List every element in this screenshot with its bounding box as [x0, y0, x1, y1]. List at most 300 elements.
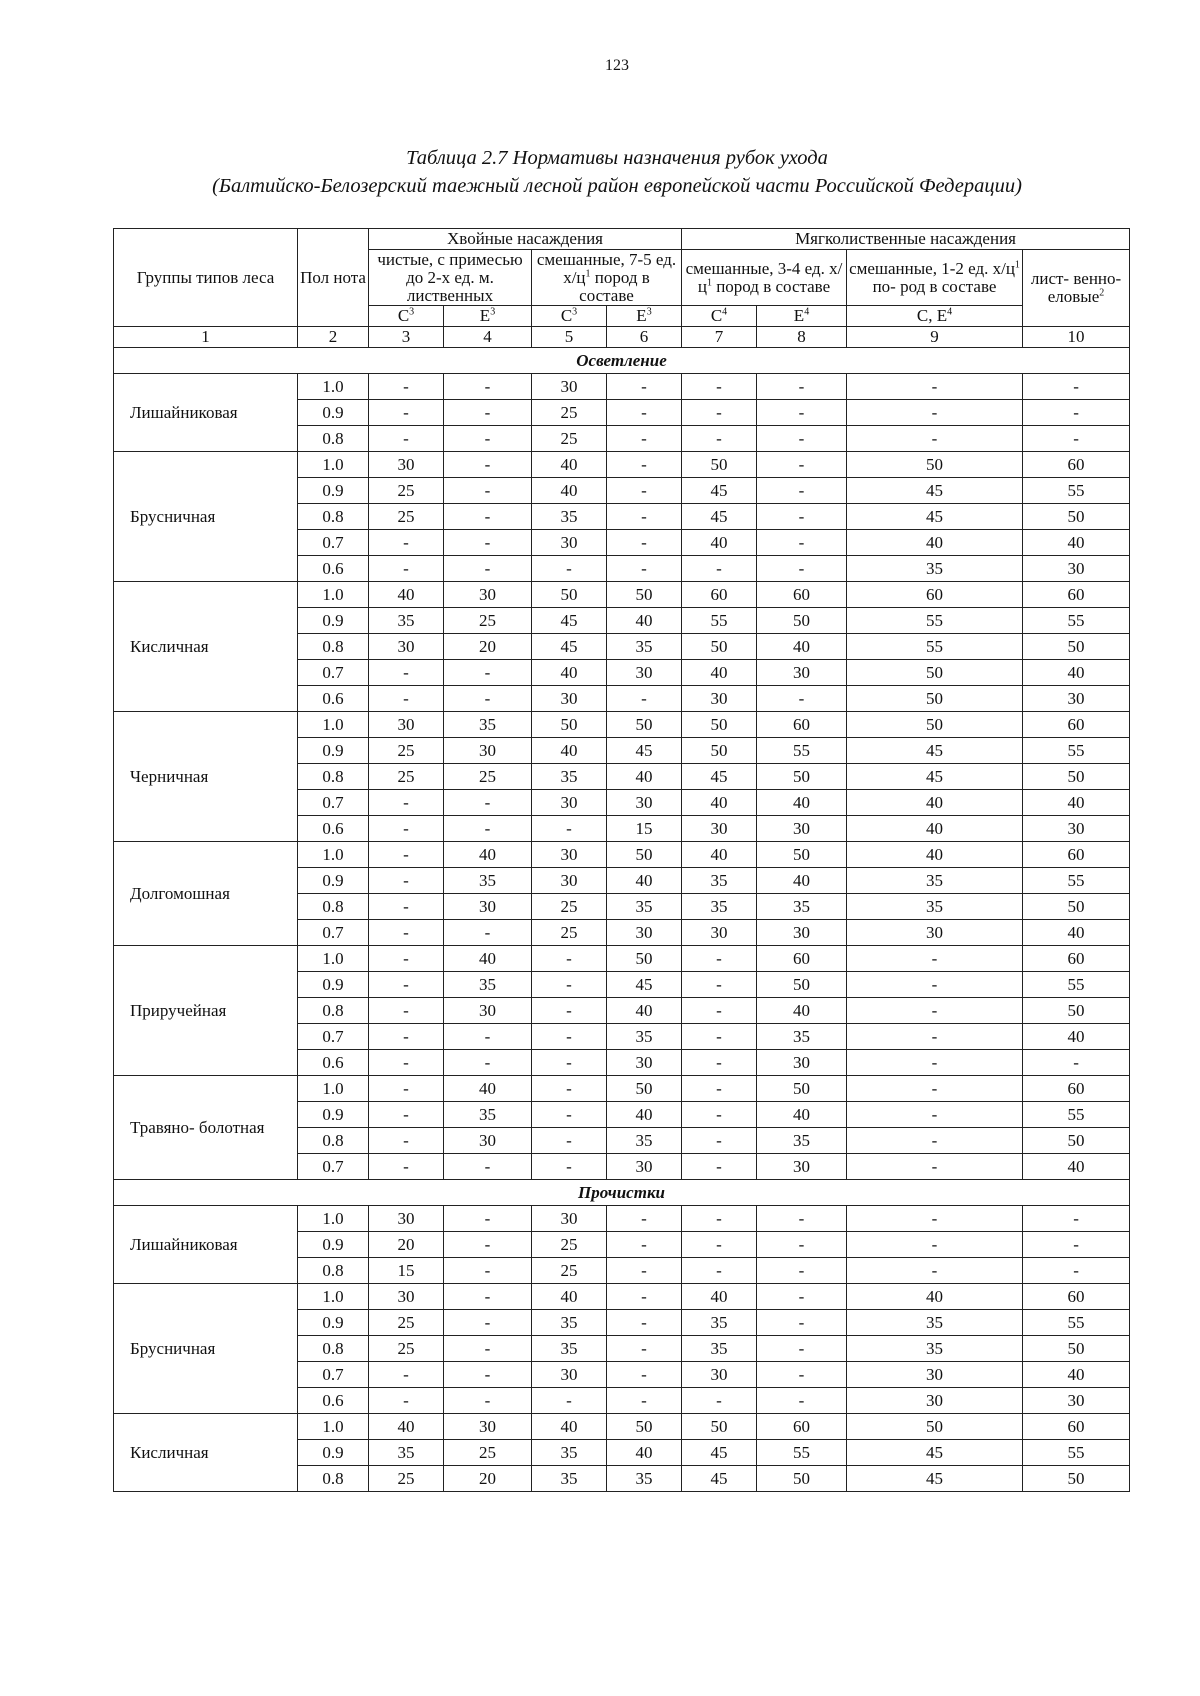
value-cell: 50	[607, 1414, 682, 1440]
value-cell: -	[369, 972, 444, 998]
table-row	[114, 1284, 1130, 1310]
value-cell: -	[444, 1206, 532, 1232]
value-cell: -	[757, 1258, 847, 1284]
value-cell: -	[444, 504, 532, 530]
density-cell: 1.0	[298, 374, 369, 400]
value-cell: -	[369, 790, 444, 816]
value-cell: -	[682, 1388, 757, 1414]
value-cell: 30	[532, 790, 607, 816]
value-cell: 35	[682, 1336, 757, 1362]
value-cell: -	[532, 1102, 607, 1128]
value-cell: 50	[607, 946, 682, 972]
value-cell: 40	[607, 608, 682, 634]
value-cell: 55	[1023, 1440, 1130, 1466]
value-cell: 30	[444, 1414, 532, 1440]
value-cell: 30	[444, 998, 532, 1024]
density-cell: 1.0	[298, 1076, 369, 1102]
value-cell: 25	[532, 426, 607, 452]
value-cell: 30	[682, 686, 757, 712]
density-cell: 0.6	[298, 816, 369, 842]
forest-type-group: Брусничная	[114, 452, 298, 582]
value-cell: 55	[757, 1440, 847, 1466]
value-cell: 50	[1023, 998, 1130, 1024]
value-cell: 45	[607, 972, 682, 998]
norms-table	[113, 228, 1130, 1492]
col-number: 6	[607, 327, 682, 348]
value-cell: -	[847, 1258, 1023, 1284]
value-cell: 40	[1023, 920, 1130, 946]
value-cell: 25	[369, 1336, 444, 1362]
value-cell: 40	[444, 842, 532, 868]
value-cell: 25	[444, 764, 532, 790]
value-cell: 30	[1023, 816, 1130, 842]
value-cell: -	[757, 1310, 847, 1336]
value-cell: 15	[369, 1258, 444, 1284]
value-cell: 35	[607, 894, 682, 920]
value-cell: 50	[682, 634, 757, 660]
species-ce4: С, $Е^4$	[847, 306, 1023, 327]
value-cell: -	[444, 556, 532, 582]
col-number: 5	[532, 327, 607, 348]
value-cell: 50	[532, 582, 607, 608]
density-cell: 0.8	[298, 1466, 369, 1492]
value-cell: -	[607, 1258, 682, 1284]
value-cell: 30	[532, 686, 607, 712]
header-column-numbers	[114, 327, 1130, 348]
forest-type-group: Кисличная	[114, 1414, 298, 1492]
value-cell: -	[757, 1206, 847, 1232]
value-cell: 35	[444, 712, 532, 738]
value-cell: 30	[1023, 686, 1130, 712]
density-cell: 0.7	[298, 790, 369, 816]
value-cell: -	[444, 686, 532, 712]
value-cell: 30	[444, 582, 532, 608]
value-cell: 40	[532, 660, 607, 686]
value-cell: 25	[532, 400, 607, 426]
density-cell: 0.7	[298, 1362, 369, 1388]
density-cell: 0.7	[298, 1154, 369, 1180]
value-cell: 35	[532, 1440, 607, 1466]
value-cell: 55	[1023, 868, 1130, 894]
value-cell: 45	[682, 504, 757, 530]
value-cell: -	[369, 400, 444, 426]
value-cell: -	[1023, 1206, 1130, 1232]
value-cell: -	[607, 504, 682, 530]
value-cell: 40	[757, 634, 847, 660]
value-cell: 50	[1023, 894, 1130, 920]
value-cell: -	[369, 946, 444, 972]
value-cell: 30	[757, 1050, 847, 1076]
density-cell: 0.6	[298, 1388, 369, 1414]
value-cell: 55	[1023, 478, 1130, 504]
section-row	[114, 348, 1130, 374]
table-row	[114, 1206, 1130, 1232]
value-cell: 35	[682, 868, 757, 894]
density-cell: 0.9	[298, 738, 369, 764]
density-cell: 0.9	[298, 478, 369, 504]
value-cell: 50	[847, 1414, 1023, 1440]
value-cell: 50	[847, 712, 1023, 738]
value-cell: -	[607, 400, 682, 426]
value-cell: 55	[1023, 738, 1130, 764]
value-cell: -	[532, 972, 607, 998]
value-cell: -	[607, 1206, 682, 1232]
value-cell: 30	[369, 634, 444, 660]
value-cell: 25	[369, 1310, 444, 1336]
value-cell: 60	[1023, 946, 1130, 972]
value-cell: 35	[607, 634, 682, 660]
value-cell: -	[757, 530, 847, 556]
value-cell: 35	[682, 894, 757, 920]
value-cell: 30	[607, 1050, 682, 1076]
value-cell: 35	[682, 1310, 757, 1336]
value-cell: 40	[757, 790, 847, 816]
value-cell: 20	[444, 634, 532, 660]
value-cell: 45	[847, 504, 1023, 530]
value-cell: 30	[607, 790, 682, 816]
value-cell: 25	[532, 1258, 607, 1284]
value-cell: 40	[682, 842, 757, 868]
value-cell: 40	[607, 1440, 682, 1466]
value-cell: 45	[607, 738, 682, 764]
value-cell: 25	[444, 1440, 532, 1466]
value-cell: 35	[607, 1128, 682, 1154]
value-cell: 15	[607, 816, 682, 842]
value-cell: 40	[682, 1284, 757, 1310]
value-cell: -	[444, 1050, 532, 1076]
value-cell: -	[369, 998, 444, 1024]
value-cell: -	[369, 1388, 444, 1414]
value-cell: 40	[532, 452, 607, 478]
caption-title: Таблица 2.7 Нормативы назначения рубок ухода	[406, 147, 828, 169]
value-cell: -	[444, 1336, 532, 1362]
value-cell: 30	[532, 374, 607, 400]
value-cell: -	[682, 556, 757, 582]
section-row	[114, 1180, 1130, 1206]
density-cell: 0.8	[298, 634, 369, 660]
value-cell: 50	[757, 608, 847, 634]
value-cell: -	[444, 452, 532, 478]
forest-type-group: Черничная	[114, 712, 298, 842]
value-cell: 45	[532, 634, 607, 660]
value-cell: 40	[1023, 530, 1130, 556]
value-cell: 50	[682, 452, 757, 478]
value-cell: -	[444, 1232, 532, 1258]
value-cell: -	[607, 374, 682, 400]
value-cell: 60	[757, 1414, 847, 1440]
value-cell: -	[607, 1336, 682, 1362]
value-cell: -	[757, 1284, 847, 1310]
col-number: 8	[757, 327, 847, 348]
value-cell: 40	[444, 946, 532, 972]
value-cell: -	[444, 920, 532, 946]
value-cell: 45	[847, 764, 1023, 790]
value-cell: -	[532, 1128, 607, 1154]
header-mixed-3-4: смешанные, 3-4 ед. $х/ц^1$ пород в составе	[682, 249, 847, 306]
value-cell: -	[369, 556, 444, 582]
value-cell: -	[682, 426, 757, 452]
density-cell: 0.9	[298, 1102, 369, 1128]
value-cell: -	[682, 1154, 757, 1180]
value-cell: 50	[757, 1076, 847, 1102]
value-cell: 45	[682, 478, 757, 504]
value-cell: 35	[847, 1310, 1023, 1336]
section-title: Прочистки	[114, 1180, 1130, 1206]
density-cell: 0.6	[298, 556, 369, 582]
value-cell: -	[444, 1388, 532, 1414]
value-cell: 40	[847, 842, 1023, 868]
value-cell: 30	[607, 920, 682, 946]
caption-subtitle: (Балтийско-Белозерский таежный лесной район европейской части Российской Федерации)	[212, 175, 1022, 197]
density-cell: 0.8	[298, 1336, 369, 1362]
value-cell: 45	[847, 1440, 1023, 1466]
value-cell: 55	[682, 608, 757, 634]
value-cell: -	[757, 504, 847, 530]
table-row	[114, 946, 1130, 972]
value-cell: 50	[757, 764, 847, 790]
value-cell: 45	[682, 1440, 757, 1466]
header-pure: чистые, с примесью до 2-х ед. м. лиственных	[369, 249, 532, 306]
density-cell: 1.0	[298, 946, 369, 972]
value-cell: 30	[369, 1284, 444, 1310]
density-cell: 0.7	[298, 1024, 369, 1050]
value-cell: -	[532, 1050, 607, 1076]
value-cell: -	[682, 374, 757, 400]
forest-type-group: Лишайниковая	[114, 1206, 298, 1284]
value-cell: 35	[847, 868, 1023, 894]
value-cell: 30	[757, 1154, 847, 1180]
value-cell: 35	[757, 894, 847, 920]
value-cell: -	[682, 1206, 757, 1232]
density-cell: 1.0	[298, 1206, 369, 1232]
value-cell: -	[607, 452, 682, 478]
value-cell: 25	[369, 1466, 444, 1492]
value-cell: -	[369, 1102, 444, 1128]
value-cell: -	[444, 530, 532, 556]
value-cell: 45	[847, 1466, 1023, 1492]
value-cell: 40	[444, 1076, 532, 1102]
value-cell: -	[532, 1076, 607, 1102]
value-cell: 30	[369, 452, 444, 478]
density-cell: 0.7	[298, 920, 369, 946]
value-cell: 40	[607, 764, 682, 790]
species-e3b: $Е^3$	[607, 306, 682, 327]
density-cell: 0.8	[298, 1258, 369, 1284]
value-cell: 60	[1023, 1284, 1130, 1310]
density-cell: 0.9	[298, 400, 369, 426]
table-row	[114, 1076, 1130, 1102]
value-cell: -	[369, 1128, 444, 1154]
col-number: 1	[114, 327, 298, 348]
value-cell: 60	[1023, 842, 1130, 868]
value-cell: -	[369, 868, 444, 894]
value-cell: 35	[607, 1024, 682, 1050]
table-caption	[0, 144, 1200, 200]
header-row-1	[114, 229, 1130, 250]
value-cell: 50	[1023, 1336, 1130, 1362]
value-cell: -	[682, 1050, 757, 1076]
value-cell: -	[532, 946, 607, 972]
value-cell: -	[1023, 374, 1130, 400]
value-cell: 60	[682, 582, 757, 608]
value-cell: 40	[847, 816, 1023, 842]
value-cell: 55	[847, 634, 1023, 660]
density-cell: 1.0	[298, 452, 369, 478]
value-cell: 55	[1023, 1310, 1130, 1336]
value-cell: 50	[757, 1466, 847, 1492]
value-cell: -	[369, 1076, 444, 1102]
value-cell: 25	[532, 920, 607, 946]
value-cell: -	[682, 998, 757, 1024]
value-cell: 55	[757, 738, 847, 764]
species-c3b: $С^3$	[532, 306, 607, 327]
density-cell: 0.8	[298, 764, 369, 790]
value-cell: -	[607, 530, 682, 556]
value-cell: -	[682, 400, 757, 426]
value-cell: 60	[1023, 1076, 1130, 1102]
value-cell: 35	[369, 608, 444, 634]
value-cell: 50	[847, 686, 1023, 712]
value-cell: 50	[607, 1076, 682, 1102]
value-cell: -	[532, 998, 607, 1024]
species-c4: $С^4$	[682, 306, 757, 327]
value-cell: -	[444, 1362, 532, 1388]
value-cell: -	[682, 1024, 757, 1050]
col-number: 3	[369, 327, 444, 348]
value-cell: -	[369, 374, 444, 400]
value-cell: 30	[682, 816, 757, 842]
value-cell: -	[1023, 426, 1130, 452]
value-cell: 30	[847, 1388, 1023, 1414]
density-cell: 0.9	[298, 868, 369, 894]
value-cell: 40	[847, 790, 1023, 816]
value-cell: 25	[369, 764, 444, 790]
value-cell: 40	[682, 660, 757, 686]
value-cell: 40	[369, 1414, 444, 1440]
value-cell: 45	[682, 1466, 757, 1492]
value-cell: 60	[1023, 582, 1130, 608]
value-cell: 50	[1023, 504, 1130, 530]
value-cell: 50	[532, 712, 607, 738]
value-cell: 50	[682, 1414, 757, 1440]
value-cell: 55	[1023, 1102, 1130, 1128]
value-cell: 30	[757, 920, 847, 946]
header-conifer: Хвойные насаждения	[369, 229, 682, 250]
value-cell: 60	[847, 582, 1023, 608]
value-cell: -	[847, 374, 1023, 400]
col-number: 10	[1023, 327, 1130, 348]
value-cell: -	[369, 660, 444, 686]
density-cell: 0.6	[298, 686, 369, 712]
value-cell: -	[757, 1232, 847, 1258]
value-cell: -	[847, 946, 1023, 972]
value-cell: -	[757, 478, 847, 504]
value-cell: 30	[847, 1362, 1023, 1388]
value-cell: -	[607, 1388, 682, 1414]
col-number: 2	[298, 327, 369, 348]
value-cell: -	[847, 1232, 1023, 1258]
forest-type-group: Кисличная	[114, 582, 298, 712]
value-cell: 30	[607, 660, 682, 686]
value-cell: -	[757, 556, 847, 582]
header-group: Группы типов леса	[114, 229, 298, 327]
table-row	[114, 712, 1130, 738]
value-cell: 35	[444, 1102, 532, 1128]
col-number: 4	[444, 327, 532, 348]
value-cell: -	[847, 400, 1023, 426]
value-cell: -	[682, 1232, 757, 1258]
forest-type-group: Долгомошная	[114, 842, 298, 946]
value-cell: -	[369, 842, 444, 868]
value-cell: 50	[682, 712, 757, 738]
forest-type-group: Травяно- болотная	[114, 1076, 298, 1180]
value-cell: 35	[847, 1336, 1023, 1362]
value-cell: 35	[532, 504, 607, 530]
value-cell: 35	[532, 1466, 607, 1492]
value-cell: 30	[444, 1128, 532, 1154]
value-cell: 40	[607, 1102, 682, 1128]
header-deciduous-spruce: лист- венно- еловые$^2$	[1023, 249, 1130, 326]
value-cell: -	[847, 426, 1023, 452]
value-cell: 50	[757, 972, 847, 998]
value-cell: -	[757, 374, 847, 400]
value-cell: 50	[847, 660, 1023, 686]
value-cell: 45	[532, 608, 607, 634]
header-mixed-7-5: смешанные, 7-5 ед. $х/ц^1$ пород в составе	[532, 249, 682, 306]
value-cell: -	[444, 1284, 532, 1310]
value-cell: 25	[369, 504, 444, 530]
value-cell: -	[682, 1102, 757, 1128]
value-cell: 35	[847, 556, 1023, 582]
density-cell: 0.8	[298, 894, 369, 920]
value-cell: -	[1023, 1050, 1130, 1076]
forest-type-group: Приручейная	[114, 946, 298, 1076]
value-cell: 35	[757, 1024, 847, 1050]
value-cell: 45	[847, 478, 1023, 504]
density-cell: 0.8	[298, 998, 369, 1024]
value-cell: -	[444, 426, 532, 452]
value-cell: 40	[847, 530, 1023, 556]
table-row	[114, 374, 1130, 400]
value-cell: -	[369, 1154, 444, 1180]
value-cell: 55	[1023, 608, 1130, 634]
value-cell: 30	[532, 1206, 607, 1232]
value-cell: 25	[532, 1232, 607, 1258]
value-cell: 50	[1023, 1128, 1130, 1154]
value-cell: -	[757, 686, 847, 712]
value-cell: -	[682, 1258, 757, 1284]
value-cell: 40	[847, 1284, 1023, 1310]
value-cell: 35	[757, 1128, 847, 1154]
value-cell: 50	[607, 582, 682, 608]
value-cell: 20	[369, 1232, 444, 1258]
value-cell: 50	[757, 842, 847, 868]
forest-type-group: Брусничная	[114, 1284, 298, 1414]
value-cell: 25	[369, 478, 444, 504]
density-cell: 1.0	[298, 1414, 369, 1440]
value-cell: -	[369, 426, 444, 452]
value-cell: -	[682, 946, 757, 972]
value-cell: 40	[757, 998, 847, 1024]
value-cell: 40	[532, 738, 607, 764]
value-cell: 30	[757, 660, 847, 686]
header-density: Пол нота	[298, 229, 369, 327]
value-cell: -	[847, 1076, 1023, 1102]
species-c3: $С^3$	[369, 306, 444, 327]
density-cell: 1.0	[298, 1284, 369, 1310]
value-cell: 50	[607, 842, 682, 868]
value-cell: 40	[1023, 1024, 1130, 1050]
